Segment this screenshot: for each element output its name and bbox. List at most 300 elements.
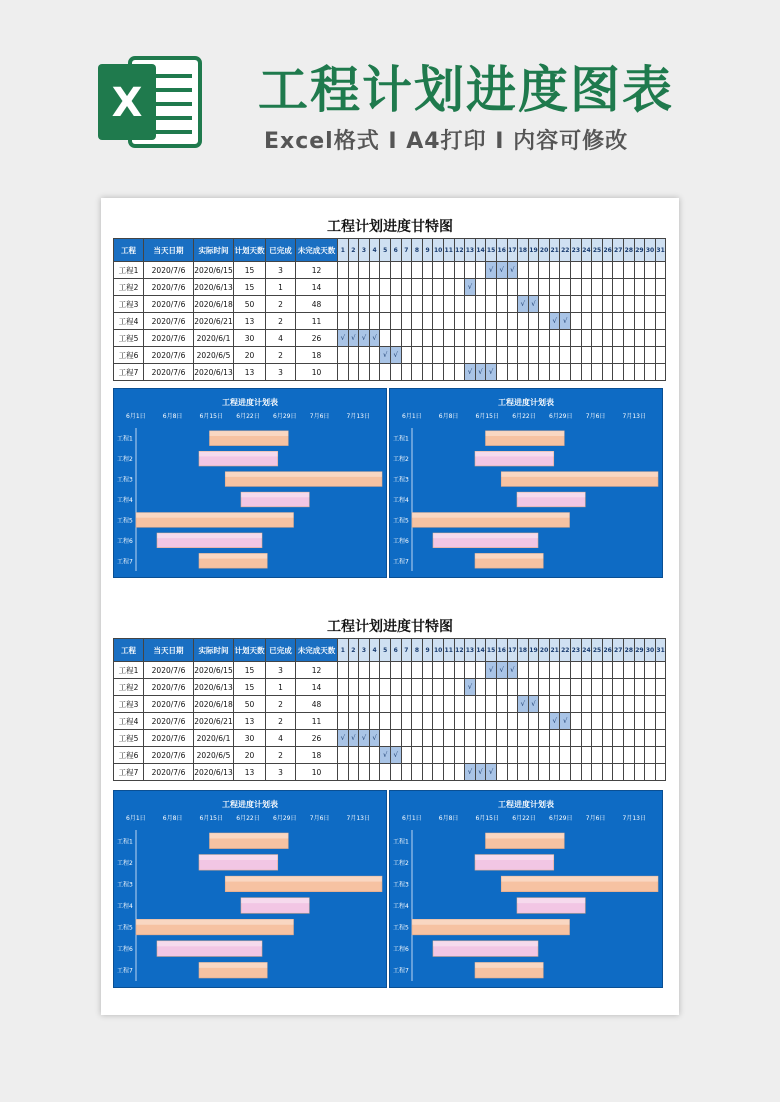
cell-plan[interactable]: 15 (234, 679, 266, 696)
cell-actual[interactable]: 2020/6/15 (194, 662, 234, 679)
day-cell[interactable] (602, 279, 613, 296)
cell-name[interactable]: 工程5 (114, 730, 144, 747)
day-cell[interactable] (412, 364, 423, 381)
day-cell[interactable] (645, 730, 656, 747)
day-cell[interactable] (507, 764, 518, 781)
day-cell[interactable] (433, 262, 444, 279)
day-cell[interactable] (369, 696, 380, 713)
day-cell[interactable] (581, 279, 592, 296)
day-cell[interactable] (380, 279, 391, 296)
check-mark-cell[interactable]: √ (369, 330, 380, 347)
day-cell[interactable] (338, 364, 349, 381)
day-cell[interactable] (507, 330, 518, 347)
day-cell[interactable] (338, 662, 349, 679)
day-cell[interactable] (581, 364, 592, 381)
cell-name[interactable]: 工程2 (114, 679, 144, 696)
cell-plan[interactable]: 15 (234, 279, 266, 296)
day-cell[interactable] (624, 296, 635, 313)
cell-name[interactable]: 工程5 (114, 330, 144, 347)
day-cell[interactable] (496, 747, 507, 764)
day-cell[interactable] (602, 364, 613, 381)
day-cell[interactable] (624, 347, 635, 364)
day-cell[interactable] (634, 679, 645, 696)
day-cell[interactable] (528, 364, 539, 381)
day-cell[interactable] (634, 764, 645, 781)
day-cell[interactable] (486, 713, 497, 730)
day-cell[interactable] (475, 713, 486, 730)
day-cell[interactable] (655, 696, 666, 713)
day-cell[interactable] (486, 347, 497, 364)
day-cell[interactable] (602, 662, 613, 679)
day-cell[interactable] (465, 262, 476, 279)
day-cell[interactable] (613, 696, 624, 713)
day-cell[interactable] (655, 279, 666, 296)
cell-today[interactable]: 2020/7/6 (144, 764, 194, 781)
day-cell[interactable] (475, 679, 486, 696)
day-cell[interactable] (380, 730, 391, 747)
day-cell[interactable] (443, 330, 454, 347)
day-cell[interactable] (602, 347, 613, 364)
day-cell[interactable] (507, 713, 518, 730)
cell-done[interactable]: 2 (266, 296, 296, 313)
day-cell[interactable] (359, 313, 370, 330)
cell-actual[interactable]: 2020/6/1 (194, 330, 234, 347)
day-cell[interactable] (380, 364, 391, 381)
day-cell[interactable] (359, 364, 370, 381)
day-cell[interactable] (592, 313, 603, 330)
cell-done[interactable]: 2 (266, 313, 296, 330)
day-cell[interactable] (433, 279, 444, 296)
day-cell[interactable] (539, 747, 550, 764)
cell-plan[interactable]: 13 (234, 713, 266, 730)
day-cell[interactable] (507, 696, 518, 713)
day-cell[interactable] (571, 713, 582, 730)
day-cell[interactable] (613, 747, 624, 764)
cell-remain[interactable]: 12 (296, 662, 338, 679)
day-cell[interactable] (645, 296, 656, 313)
day-cell[interactable] (518, 347, 529, 364)
day-cell[interactable] (369, 364, 380, 381)
day-cell[interactable] (401, 696, 412, 713)
day-cell[interactable] (634, 262, 645, 279)
day-cell[interactable] (624, 262, 635, 279)
day-cell[interactable] (602, 696, 613, 713)
check-mark-cell[interactable]: √ (390, 747, 401, 764)
cell-actual[interactable]: 2020/6/18 (194, 696, 234, 713)
day-cell[interactable] (571, 696, 582, 713)
day-cell[interactable] (518, 679, 529, 696)
day-cell[interactable] (338, 747, 349, 764)
cell-today[interactable]: 2020/7/6 (144, 313, 194, 330)
day-cell[interactable] (338, 347, 349, 364)
day-cell[interactable] (454, 662, 465, 679)
day-cell[interactable] (602, 330, 613, 347)
day-cell[interactable] (560, 730, 571, 747)
day-cell[interactable] (369, 313, 380, 330)
day-cell[interactable] (454, 747, 465, 764)
day-cell[interactable] (348, 364, 359, 381)
day-cell[interactable] (645, 713, 656, 730)
cell-done[interactable]: 4 (266, 330, 296, 347)
day-cell[interactable] (369, 747, 380, 764)
cell-plan[interactable]: 13 (234, 364, 266, 381)
day-cell[interactable] (655, 262, 666, 279)
day-cell[interactable] (624, 679, 635, 696)
day-cell[interactable] (655, 764, 666, 781)
day-cell[interactable] (475, 279, 486, 296)
day-cell[interactable] (634, 279, 645, 296)
day-cell[interactable] (581, 713, 592, 730)
day-cell[interactable] (465, 296, 476, 313)
cell-plan[interactable]: 15 (234, 262, 266, 279)
day-cell[interactable] (422, 364, 433, 381)
day-cell[interactable] (645, 279, 656, 296)
day-cell[interactable] (496, 296, 507, 313)
day-cell[interactable] (380, 713, 391, 730)
day-cell[interactable] (518, 313, 529, 330)
day-cell[interactable] (634, 364, 645, 381)
day-cell[interactable] (454, 713, 465, 730)
day-cell[interactable] (486, 279, 497, 296)
day-cell[interactable] (475, 347, 486, 364)
day-cell[interactable] (496, 730, 507, 747)
day-cell[interactable] (528, 679, 539, 696)
day-cell[interactable] (549, 696, 560, 713)
day-cell[interactable] (433, 330, 444, 347)
check-mark-cell[interactable]: √ (465, 764, 476, 781)
day-cell[interactable] (634, 313, 645, 330)
check-mark-cell[interactable]: √ (507, 262, 518, 279)
day-cell[interactable] (390, 730, 401, 747)
day-cell[interactable] (390, 764, 401, 781)
cell-plan[interactable]: 20 (234, 747, 266, 764)
day-cell[interactable] (560, 364, 571, 381)
day-cell[interactable] (549, 730, 560, 747)
day-cell[interactable] (655, 730, 666, 747)
day-cell[interactable] (655, 313, 666, 330)
day-cell[interactable] (496, 279, 507, 296)
day-cell[interactable] (380, 296, 391, 313)
day-cell[interactable] (613, 262, 624, 279)
day-cell[interactable] (359, 764, 370, 781)
day-cell[interactable] (401, 347, 412, 364)
day-cell[interactable] (539, 364, 550, 381)
day-cell[interactable] (539, 313, 550, 330)
day-cell[interactable] (390, 313, 401, 330)
cell-name[interactable]: 工程1 (114, 662, 144, 679)
check-mark-cell[interactable]: √ (486, 364, 497, 381)
day-cell[interactable] (655, 330, 666, 347)
day-cell[interactable] (412, 296, 423, 313)
day-cell[interactable] (338, 262, 349, 279)
day-cell[interactable] (380, 313, 391, 330)
day-cell[interactable] (592, 262, 603, 279)
check-mark-cell[interactable]: √ (528, 696, 539, 713)
check-mark-cell[interactable]: √ (380, 747, 391, 764)
day-cell[interactable] (496, 696, 507, 713)
day-cell[interactable] (528, 347, 539, 364)
day-cell[interactable] (518, 764, 529, 781)
day-cell[interactable] (475, 747, 486, 764)
day-cell[interactable] (613, 730, 624, 747)
day-cell[interactable] (369, 662, 380, 679)
check-mark-cell[interactable]: √ (465, 279, 476, 296)
day-cell[interactable] (475, 330, 486, 347)
day-cell[interactable] (369, 347, 380, 364)
day-cell[interactable] (359, 679, 370, 696)
day-cell[interactable] (465, 696, 476, 713)
day-cell[interactable] (592, 713, 603, 730)
day-cell[interactable] (443, 747, 454, 764)
day-cell[interactable] (412, 347, 423, 364)
cell-actual[interactable]: 2020/6/13 (194, 679, 234, 696)
day-cell[interactable] (581, 696, 592, 713)
day-cell[interactable] (624, 696, 635, 713)
day-cell[interactable] (338, 713, 349, 730)
day-cell[interactable] (655, 364, 666, 381)
day-cell[interactable] (475, 662, 486, 679)
day-cell[interactable] (486, 313, 497, 330)
day-cell[interactable] (348, 279, 359, 296)
cell-today[interactable]: 2020/7/6 (144, 296, 194, 313)
day-cell[interactable] (338, 279, 349, 296)
cell-name[interactable]: 工程4 (114, 313, 144, 330)
day-cell[interactable] (518, 713, 529, 730)
cell-today[interactable]: 2020/7/6 (144, 696, 194, 713)
day-cell[interactable] (348, 313, 359, 330)
day-cell[interactable] (412, 279, 423, 296)
cell-actual[interactable]: 2020/6/5 (194, 347, 234, 364)
day-cell[interactable] (507, 279, 518, 296)
cell-name[interactable]: 工程2 (114, 279, 144, 296)
day-cell[interactable] (380, 262, 391, 279)
day-cell[interactable] (412, 764, 423, 781)
day-cell[interactable] (369, 296, 380, 313)
day-cell[interactable] (634, 747, 645, 764)
cell-plan[interactable]: 20 (234, 347, 266, 364)
day-cell[interactable] (592, 662, 603, 679)
cell-name[interactable]: 工程6 (114, 747, 144, 764)
check-mark-cell[interactable]: √ (528, 296, 539, 313)
day-cell[interactable] (602, 262, 613, 279)
day-cell[interactable] (401, 747, 412, 764)
day-cell[interactable] (560, 347, 571, 364)
day-cell[interactable] (454, 679, 465, 696)
day-cell[interactable] (433, 713, 444, 730)
day-cell[interactable] (602, 296, 613, 313)
day-cell[interactable] (486, 679, 497, 696)
day-cell[interactable] (549, 262, 560, 279)
cell-today[interactable]: 2020/7/6 (144, 347, 194, 364)
day-cell[interactable] (549, 296, 560, 313)
day-cell[interactable] (401, 296, 412, 313)
cell-remain[interactable]: 11 (296, 713, 338, 730)
day-cell[interactable] (581, 313, 592, 330)
day-cell[interactable] (549, 662, 560, 679)
day-cell[interactable] (486, 330, 497, 347)
day-cell[interactable] (592, 364, 603, 381)
day-cell[interactable] (539, 730, 550, 747)
day-cell[interactable] (465, 662, 476, 679)
cell-actual[interactable]: 2020/6/13 (194, 364, 234, 381)
day-cell[interactable] (496, 313, 507, 330)
check-mark-cell[interactable]: √ (465, 679, 476, 696)
day-cell[interactable] (359, 262, 370, 279)
day-cell[interactable] (645, 313, 656, 330)
day-cell[interactable] (613, 764, 624, 781)
day-cell[interactable] (624, 662, 635, 679)
day-cell[interactable] (401, 330, 412, 347)
day-cell[interactable] (401, 662, 412, 679)
day-cell[interactable] (507, 747, 518, 764)
day-cell[interactable] (401, 713, 412, 730)
day-cell[interactable] (454, 364, 465, 381)
day-cell[interactable] (655, 679, 666, 696)
day-cell[interactable] (528, 262, 539, 279)
check-mark-cell[interactable]: √ (507, 662, 518, 679)
day-cell[interactable] (581, 296, 592, 313)
check-mark-cell[interactable]: √ (549, 313, 560, 330)
cell-name[interactable]: 工程4 (114, 713, 144, 730)
cell-done[interactable]: 3 (266, 764, 296, 781)
day-cell[interactable] (422, 279, 433, 296)
day-cell[interactable] (571, 347, 582, 364)
cell-plan[interactable]: 13 (234, 313, 266, 330)
check-mark-cell[interactable]: √ (348, 730, 359, 747)
day-cell[interactable] (613, 296, 624, 313)
day-cell[interactable] (380, 696, 391, 713)
day-cell[interactable] (634, 696, 645, 713)
check-mark-cell[interactable]: √ (486, 662, 497, 679)
day-cell[interactable] (412, 713, 423, 730)
day-cell[interactable] (539, 764, 550, 781)
day-cell[interactable] (528, 747, 539, 764)
day-cell[interactable] (528, 313, 539, 330)
day-cell[interactable] (634, 662, 645, 679)
cell-done[interactable]: 2 (266, 747, 296, 764)
cell-done[interactable]: 1 (266, 679, 296, 696)
day-cell[interactable] (412, 747, 423, 764)
check-mark-cell[interactable]: √ (496, 662, 507, 679)
day-cell[interactable] (369, 262, 380, 279)
day-cell[interactable] (443, 713, 454, 730)
day-cell[interactable] (528, 730, 539, 747)
cell-done[interactable]: 2 (266, 696, 296, 713)
day-cell[interactable] (645, 679, 656, 696)
day-cell[interactable] (443, 730, 454, 747)
cell-plan[interactable]: 13 (234, 764, 266, 781)
cell-plan[interactable]: 50 (234, 696, 266, 713)
day-cell[interactable] (369, 764, 380, 781)
day-cell[interactable] (422, 730, 433, 747)
day-cell[interactable] (401, 313, 412, 330)
day-cell[interactable] (348, 347, 359, 364)
day-cell[interactable] (380, 330, 391, 347)
cell-name[interactable]: 工程7 (114, 764, 144, 781)
day-cell[interactable] (390, 279, 401, 296)
cell-done[interactable]: 2 (266, 347, 296, 364)
day-cell[interactable] (560, 696, 571, 713)
day-cell[interactable] (412, 330, 423, 347)
day-cell[interactable] (422, 262, 433, 279)
day-cell[interactable] (454, 262, 465, 279)
day-cell[interactable] (507, 679, 518, 696)
cell-name[interactable]: 工程3 (114, 296, 144, 313)
day-cell[interactable] (422, 764, 433, 781)
cell-done[interactable]: 4 (266, 730, 296, 747)
cell-name[interactable]: 工程1 (114, 262, 144, 279)
day-cell[interactable] (348, 713, 359, 730)
day-cell[interactable] (348, 696, 359, 713)
day-cell[interactable] (560, 279, 571, 296)
day-cell[interactable] (645, 747, 656, 764)
day-cell[interactable] (634, 296, 645, 313)
day-cell[interactable] (613, 662, 624, 679)
day-cell[interactable] (443, 262, 454, 279)
day-cell[interactable] (549, 279, 560, 296)
day-cell[interactable] (624, 330, 635, 347)
day-cell[interactable] (401, 764, 412, 781)
day-cell[interactable] (359, 662, 370, 679)
day-cell[interactable] (422, 296, 433, 313)
day-cell[interactable] (581, 730, 592, 747)
day-cell[interactable] (613, 364, 624, 381)
day-cell[interactable] (624, 364, 635, 381)
day-cell[interactable] (348, 764, 359, 781)
day-cell[interactable] (433, 296, 444, 313)
day-cell[interactable] (645, 364, 656, 381)
day-cell[interactable] (634, 713, 645, 730)
day-cell[interactable] (433, 364, 444, 381)
cell-name[interactable]: 工程6 (114, 347, 144, 364)
cell-remain[interactable]: 10 (296, 764, 338, 781)
day-cell[interactable] (571, 330, 582, 347)
day-cell[interactable] (592, 347, 603, 364)
cell-actual[interactable]: 2020/6/21 (194, 713, 234, 730)
cell-remain[interactable]: 10 (296, 364, 338, 381)
check-mark-cell[interactable]: √ (369, 730, 380, 747)
cell-today[interactable]: 2020/7/6 (144, 364, 194, 381)
day-cell[interactable] (581, 262, 592, 279)
day-cell[interactable] (390, 262, 401, 279)
day-cell[interactable] (592, 279, 603, 296)
day-cell[interactable] (518, 747, 529, 764)
day-cell[interactable] (655, 747, 666, 764)
day-cell[interactable] (645, 347, 656, 364)
day-cell[interactable] (359, 296, 370, 313)
day-cell[interactable] (390, 364, 401, 381)
day-cell[interactable] (507, 313, 518, 330)
day-cell[interactable] (433, 662, 444, 679)
cell-remain[interactable]: 48 (296, 696, 338, 713)
day-cell[interactable] (412, 662, 423, 679)
day-cell[interactable] (539, 347, 550, 364)
day-cell[interactable] (486, 730, 497, 747)
day-cell[interactable] (571, 747, 582, 764)
day-cell[interactable] (571, 662, 582, 679)
day-cell[interactable] (422, 662, 433, 679)
day-cell[interactable] (359, 747, 370, 764)
day-cell[interactable] (581, 747, 592, 764)
day-cell[interactable] (454, 347, 465, 364)
day-cell[interactable] (496, 364, 507, 381)
day-cell[interactable] (475, 313, 486, 330)
check-mark-cell[interactable]: √ (560, 313, 571, 330)
day-cell[interactable] (348, 662, 359, 679)
day-cell[interactable] (433, 730, 444, 747)
day-cell[interactable] (581, 662, 592, 679)
day-cell[interactable] (338, 296, 349, 313)
